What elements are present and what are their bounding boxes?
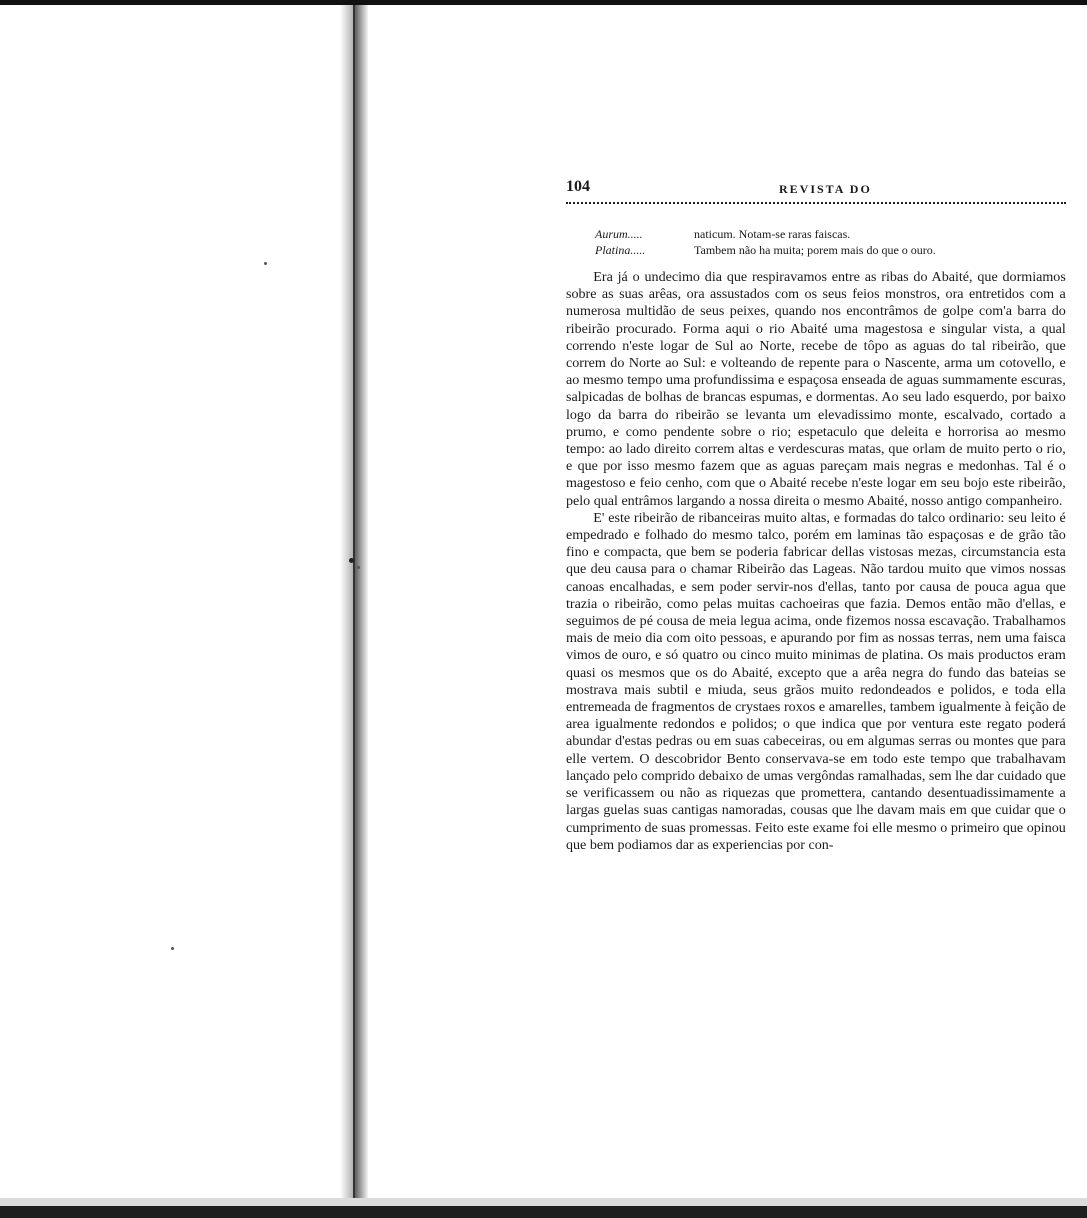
table-row-label: Platina..... <box>595 243 646 257</box>
table-row-label: Aurum..... <box>595 227 643 241</box>
table-row <box>595 242 1065 258</box>
header-rule <box>566 202 1066 206</box>
bottom-scan-shadow <box>0 1198 1087 1206</box>
mineral-table <box>595 226 1065 258</box>
table-row-value: naticum. Notam-se raras faiscas. <box>694 227 851 241</box>
scan-speck <box>357 566 360 569</box>
paragraph: Era já o undecimo dia que respiravamos entre as ribas do Abaité, que dormiamos sobre as suas arêas, ora assustados com os seus feios monstros, ora entretidos com a numerosa multidão de seus peixes, quando nos encontrâmos de golpe com'a barra do ribeirão procurado. Forma aqui o rio Abaité uma magestosa e singular vista, a qual correndo n'este logar de Sul ao Norte, recebe de tôpo as aguas do tal ribeirão, que correm do Norte ao Sul: e volteando de repente para o Nascente, arma um cotovello, e ao mesmo tempo uma profundissima e espaçosa enseada de aguas summamente escuras, salpicadas de bolhas de brancas espumas, e dormentas. Ao seu lado esquerdo, por baixo logo da barra do ribeirão se levanta um elevadissimo monte, escalvado, cortado a prumo, e como pendente sobre o rio; espetaculo que deleita e horrorisa ao mesmo tempo: ao lado direito correm altas e verdescuras matas, que orlam de muito perto o rio, e que por isso mesmo fazem que as aguas pareçam mais negras e medonhas. Tal é o magestoso e feio cenho, com que o Abaité recebe n'este logar em seu bojo este ribeirão, pelo qual entrâmos largando a nossa direita o mesmo Abaité, nosso antigo companheiro. <box>566 269 1066 508</box>
book-gutter-line <box>353 5 355 1206</box>
table-row <box>595 226 1065 242</box>
scan-speck <box>349 558 354 563</box>
bottom-scan-border <box>0 1206 1087 1218</box>
table-row-value: Tambem não ha muita; porem mais do que o ouro. <box>694 243 936 257</box>
body-text <box>566 268 1066 853</box>
paragraph: E' este ribeirão de ribanceiras muito altas, e formadas do talco ordinario: seu leito é empedrado e folhado do mesmo talco, porém em laminas tão espaçosas e de grão tão fino e compacta, que bem se poderia fabricar dellas vistosas mezas, circumstancia esta que deu causa para o chamar Ribeirão das Lageas. Não tardou muito que vimos nossas canoas encalhadas, e sem poder servir-nos d'ellas, tanto por causa de pouca agua que trazia o ribeirão, como pelas muitas cachoeiras que fazia. Demos então mão d'ellas, e seguimos de pé cousa de meia legua acima, onde fizemos nossa escavação. Trabalhamos mais de meio dia com oito pessoas, e apurando por fim as nossas terras, nem uma faisca vimos de ouro, e só quatro ou cinco muito minimas de platina. Os mais productos eram quasi os mesmos que os do Abaité, excepto que a arêa negra do fundo das bateias se mostrava mais subtil e miuda, seus grãos muito redondeados e polidos, e toda ella entremeada de fragmentos de crystaes roxos e amarelles, tambem igualmente à feição de area igualmente redondos e polidos; o que indica que por ventura este regato poderá abundar d'estas pedras ou em suas cabeceiras, ou em algumas serras ou montes que para elle vertem. O descobridor Bento conservava-se em todo este tempo que trabalhavam lançado pelo comprido debaixo de umas vergôndas ramalhadas, sem lhe dar cuidado que se verificassem ou não as riquezas que promettera, cantando desentuadissimamente a largas guelas suas cantigas namoradas, cousas que lhe davam mais em que cuidar que o cumprimento de suas promessas. Feito este exame foi elle mesmo o primeiro que opinou que bem podiamos dar as experiencias por con- <box>566 509 1066 852</box>
page-header <box>566 178 1066 200</box>
top-scan-border <box>0 0 1087 5</box>
running-head: REVISTA DO <box>779 182 872 196</box>
scan-speck <box>264 262 267 265</box>
page-number: 104 <box>566 178 590 195</box>
scan-speck <box>171 947 174 950</box>
